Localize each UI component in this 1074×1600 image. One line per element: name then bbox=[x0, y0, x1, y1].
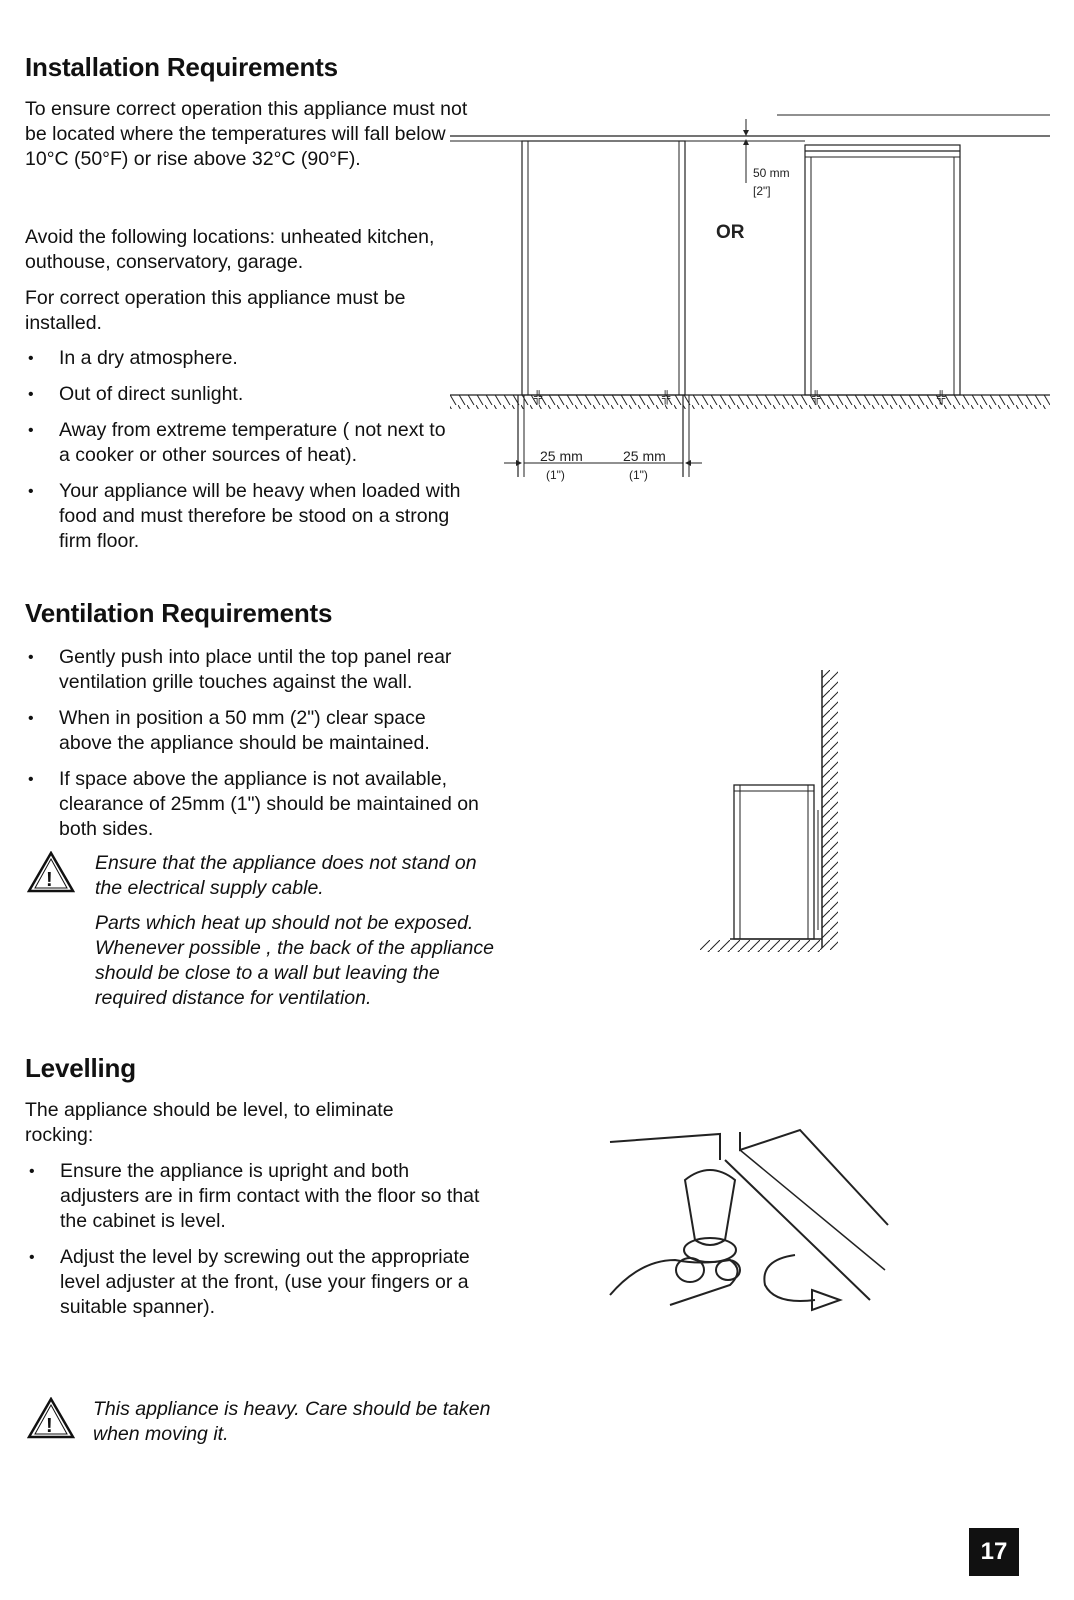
or-label: OR bbox=[716, 222, 745, 243]
installation-temperature-paragraph: To ensure correct operation this appliance must not be located where the temperatures will fall below 10°C (50°F) or rise above 32°C (90°F). bbox=[25, 98, 468, 170]
adjuster-foot bbox=[685, 1170, 735, 1245]
rotation-arrow bbox=[764, 1255, 815, 1301]
supply-cable-warning: Ensure that the appliance does not stand on the electrical supply cable. bbox=[95, 852, 477, 899]
list-item: • Your appliance will be heavy when loaded with food and must therefore be stood on a strong firm floor. bbox=[28, 480, 461, 552]
heavy-appliance-warning: This appliance is heavy. Care should be taken when moving it. bbox=[93, 1398, 491, 1445]
list-item: • If space above the appliance is not available, clearance of 25mm (1") should be maintained on both sides. bbox=[28, 768, 479, 840]
clearance-diagram bbox=[440, 105, 1060, 505]
appliance-side-view bbox=[734, 785, 814, 939]
top-gap-mm-label: 50 mm bbox=[753, 166, 790, 180]
ventilation-title: Ventilation Requirements bbox=[25, 598, 333, 628]
ventilation-bullet-list bbox=[24, 645, 494, 842]
list-item: • In a dry atmosphere. bbox=[28, 347, 238, 369]
freestanding-appliance bbox=[805, 145, 960, 395]
installation-avoid-paragraph: Avoid the following locations: unheated kitchen, outhouse, conservatory, garage. bbox=[25, 226, 435, 273]
wall-clearance-side-diagram bbox=[690, 660, 860, 960]
left-side-gap-inch-label: (1") bbox=[546, 468, 565, 482]
right-side-gap-mm-label: 25 mm bbox=[623, 448, 666, 464]
list-item: • Ensure the appliance is upright and both adjusters are in firm contact with the floor so that the cabinet is level. bbox=[29, 1160, 480, 1232]
hand bbox=[610, 1260, 738, 1305]
levelling-title: Levelling bbox=[25, 1053, 136, 1083]
list-item: • When in position a 50 mm (2") clear space above the appliance should be maintained. bbox=[28, 707, 430, 754]
top-gap-inch-label: [2"] bbox=[753, 184, 771, 198]
built-in-cabinet bbox=[522, 141, 685, 395]
warning-triangle-icon bbox=[27, 851, 75, 893]
level-adjuster-illustration bbox=[600, 1120, 890, 1320]
installation-bullet-list bbox=[24, 346, 474, 554]
installation-correct-operation-paragraph: For correct operation this appliance must be installed. bbox=[25, 287, 406, 334]
list-item: • Out of direct sunlight. bbox=[28, 383, 244, 405]
left-side-gap-mm-label: 25 mm bbox=[540, 448, 583, 464]
list-item: • Away from extreme temperature ( not next to a cooker or other sources of heat). bbox=[28, 419, 446, 466]
levelling-intro: The appliance should be level, to eliminate rocking: bbox=[25, 1099, 394, 1146]
list-item: • Adjust the level by screwing out the appropriate level adjuster at the front, (use your fingers or a suitable spanner). bbox=[29, 1246, 470, 1318]
list-item: • Gently push into place until the top panel rear ventilation grille touches against the wall. bbox=[28, 646, 452, 693]
levelling-bullet-list bbox=[25, 1159, 485, 1320]
warning-triangle-icon bbox=[27, 1397, 75, 1439]
ventilation-note: Parts which heat up should not be exposed. Whenever possible , the back of the appliance should be close to a wall but leaving the required distance for ventilation. bbox=[95, 912, 494, 1009]
svg-text:!: ! bbox=[46, 1415, 53, 1437]
svg-text:!: ! bbox=[46, 869, 53, 891]
right-side-gap-inch-label: (1") bbox=[629, 468, 648, 482]
page-number: 17 bbox=[969, 1528, 1019, 1576]
installation-title: Installation Requirements bbox=[25, 52, 338, 82]
